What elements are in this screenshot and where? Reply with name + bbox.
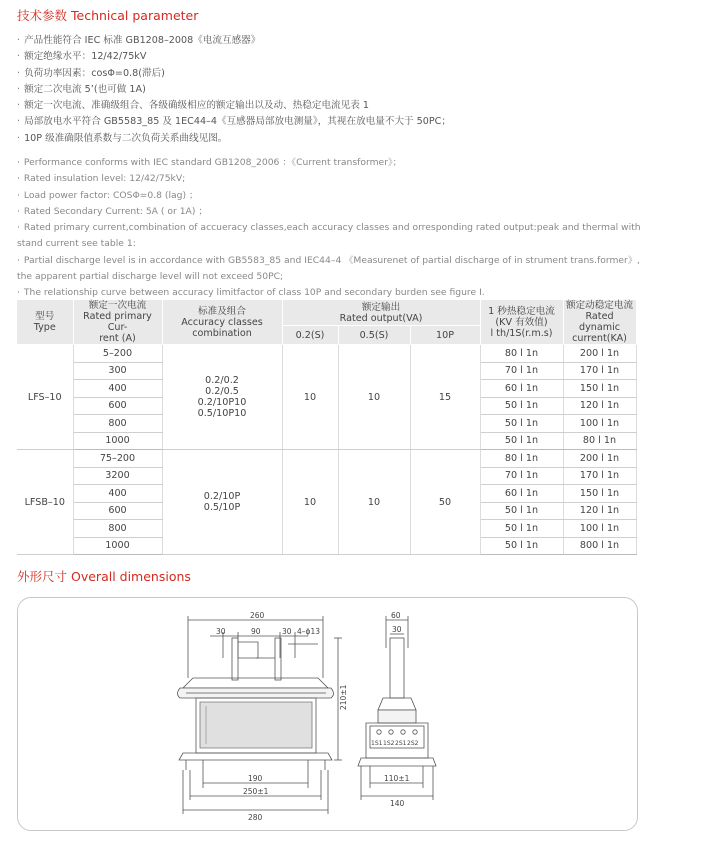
en-item: · Partial discharge level is in accordance with GB5583_85 and IEC44–4 《Measurenet of partial discharge of in strument trans.former》, the apparent partial discharge level will not exceed 50PC; xyxy=(17,253,642,286)
cell-primary: 300 xyxy=(73,362,162,380)
cell-primary: 400 xyxy=(73,380,162,398)
cell-thermal: 50 l 1n xyxy=(480,502,563,520)
cell-thermal: 80 l 1n xyxy=(480,345,563,363)
cell-out-10p: 15 xyxy=(410,345,480,450)
cell-out-05s: 10 xyxy=(338,450,410,555)
en-item: · Performance conforms with IEC standard GB1208_2006 ：《Current transformer》； xyxy=(17,155,642,171)
cell-primary: 400 xyxy=(73,485,162,503)
cell-accuracy: 0.2/0.2 0.2/0.5 0.2/10P10 0.5/10P10 xyxy=(162,345,282,450)
cell-dynamic: 150 l 1n xyxy=(563,380,636,398)
label-110: 110±1 xyxy=(384,774,410,783)
label-30a: 30 xyxy=(216,627,226,636)
cell-thermal: 60 l 1n xyxy=(480,380,563,398)
cn-item: · 额定绝缘水平：12/42/75kV xyxy=(17,49,647,65)
table-row xyxy=(17,345,636,363)
cell-primary: 3200 xyxy=(73,467,162,485)
section-title-en: Overall dimensions xyxy=(71,569,191,584)
top-cap-shape xyxy=(183,678,328,688)
cell-primary: 800 xyxy=(73,520,162,538)
cell-thermal: 50 l 1n xyxy=(480,397,563,415)
label-140: 140 xyxy=(390,799,405,808)
header-primary: 额定一次电流 Rated primary Cur- rent (A) xyxy=(73,300,162,345)
section-title-dimensions xyxy=(17,569,191,585)
cell-dynamic: 800 l 1n xyxy=(563,537,636,555)
cn-item: · 10P 级准确限值系数与二次负荷关系曲线见图。 xyxy=(17,131,647,147)
cell-thermal: 50 l 1n xyxy=(480,537,563,555)
label-250: 250±1 xyxy=(243,787,269,796)
section-title-en: Technical parameter xyxy=(71,8,199,23)
table-row xyxy=(17,450,636,468)
cell-primary: 600 xyxy=(73,397,162,415)
en-item: · Rated Secondary Current: 5A ( or 1A) ； xyxy=(17,204,642,220)
label-1s2: 1S2 xyxy=(383,740,395,747)
label-190: 190 xyxy=(248,774,263,783)
cell-out-02s: 10 xyxy=(282,345,338,450)
cn-item: · 产品性能符合 IEC 标准 GB1208–2008《电流互感器》 xyxy=(17,33,647,49)
cell-accuracy: 0.2/10P 0.5/10P xyxy=(162,450,282,555)
cn-item: · 局部放电水平符合 GB5583_85 及 1EC44–4《互感器局部放电测量》，其视在放电量不大于 50PC； xyxy=(17,114,647,130)
base-shape xyxy=(179,753,332,760)
label-60: 60 xyxy=(391,611,401,620)
header-type: 型号 Type xyxy=(17,300,73,345)
cell-dynamic: 200 l 1n xyxy=(563,345,636,363)
cn-item: · 负荷功率因素：cosΦ=0.8(滞后) xyxy=(17,66,647,82)
cell-dynamic: 150 l 1n xyxy=(563,485,636,503)
en-item: · Rated insulation level: 12/42/75kV; xyxy=(17,171,642,187)
label-1s1: 1S1 xyxy=(371,740,383,747)
label-2s1: 2S1 xyxy=(395,740,407,747)
header-output: 额定输出 Rated output(VA) xyxy=(282,300,480,326)
label-90: 90 xyxy=(251,627,261,636)
cn-item: · 额定二次电流 5’(也可做 1A) xyxy=(17,82,647,98)
label-30b: 30 xyxy=(282,627,292,636)
label-260: 260 xyxy=(250,611,265,620)
cell-thermal: 50 l 1n xyxy=(480,432,563,450)
cell-thermal: 70 l 1n xyxy=(480,362,563,380)
dimension-drawing-frame xyxy=(17,597,638,831)
label-2s2: 2S2 xyxy=(407,740,419,747)
en-parameter-list xyxy=(17,155,642,302)
en-item: · The relationship curve between accuracy limitfactor of class 10P and secondary burden see figure I. xyxy=(17,285,642,301)
cell-dynamic: 120 l 1n xyxy=(563,502,636,520)
cell-thermal: 60 l 1n xyxy=(480,485,563,503)
cell-thermal: 70 l 1n xyxy=(480,467,563,485)
label-210: 210±1 xyxy=(339,684,348,710)
cell-thermal: 80 l 1n xyxy=(480,450,563,468)
side-terminal-shape xyxy=(390,638,404,698)
cell-dynamic: 170 l 1n xyxy=(563,362,636,380)
section-title-technical xyxy=(17,8,198,24)
cell-out-05s: 10 xyxy=(338,345,410,450)
cell-type: LFS–10 xyxy=(17,345,73,450)
cell-dynamic: 200 l 1n xyxy=(563,450,636,468)
header-dynamic: 额定动稳定电流 Rated dynamic current(KA) xyxy=(563,300,636,345)
header-accuracy: 标准及组合 Accuracy classes combination xyxy=(162,300,282,345)
cell-dynamic: 80 l 1n xyxy=(563,432,636,450)
cell-primary: 1000 xyxy=(73,537,162,555)
header-out-05s: 0.5(S) xyxy=(338,326,410,345)
cell-primary: 1000 xyxy=(73,432,162,450)
cell-out-02s: 10 xyxy=(282,450,338,555)
cell-type: LFSB–10 xyxy=(17,450,73,555)
en-item: · Rated primary current,combination of accueracy classes,each accuracy classes and orresponding rated output:peak and thermal with stand current see table 1: xyxy=(17,220,642,253)
label-holes: 4–ϕ13 xyxy=(297,627,321,636)
dimension-drawing xyxy=(18,598,637,830)
terminal-left-shape xyxy=(232,638,238,680)
cell-primary: 800 xyxy=(73,415,162,433)
header-out-10p: 10P xyxy=(410,326,480,345)
cell-primary: 5–200 xyxy=(73,345,162,363)
cell-primary: 600 xyxy=(73,502,162,520)
label-30-side: 30 xyxy=(392,625,402,634)
cell-thermal: 50 l 1n xyxy=(480,520,563,538)
label-280: 280 xyxy=(248,813,263,822)
cell-dynamic: 100 l 1n xyxy=(563,415,636,433)
cn-parameter-list xyxy=(17,33,647,147)
cell-thermal: 50 l 1n xyxy=(480,415,563,433)
en-item: · Load power factor: COSΦ=0.8 (lag) ； xyxy=(17,188,642,204)
section-title-cn: 外形尺寸 xyxy=(17,569,68,584)
cn-item: · 额定一次电流、准确级组合、各级确级相应的额定输出以及动、热稳定电流见表 1 xyxy=(17,98,647,114)
cell-dynamic: 120 l 1n xyxy=(563,397,636,415)
cell-dynamic: 100 l 1n xyxy=(563,520,636,538)
cell-out-10p: 50 xyxy=(410,450,480,555)
parameter-table xyxy=(17,300,637,555)
cell-primary: 75–200 xyxy=(73,450,162,468)
header-thermal: 1 秒热稳定电流 (KV 有效值) l th/1S(r.m.s) xyxy=(480,300,563,345)
cell-dynamic: 170 l 1n xyxy=(563,467,636,485)
header-out-02s: 0.2(S) xyxy=(282,326,338,345)
section-title-cn: 技术参数 xyxy=(17,8,68,23)
